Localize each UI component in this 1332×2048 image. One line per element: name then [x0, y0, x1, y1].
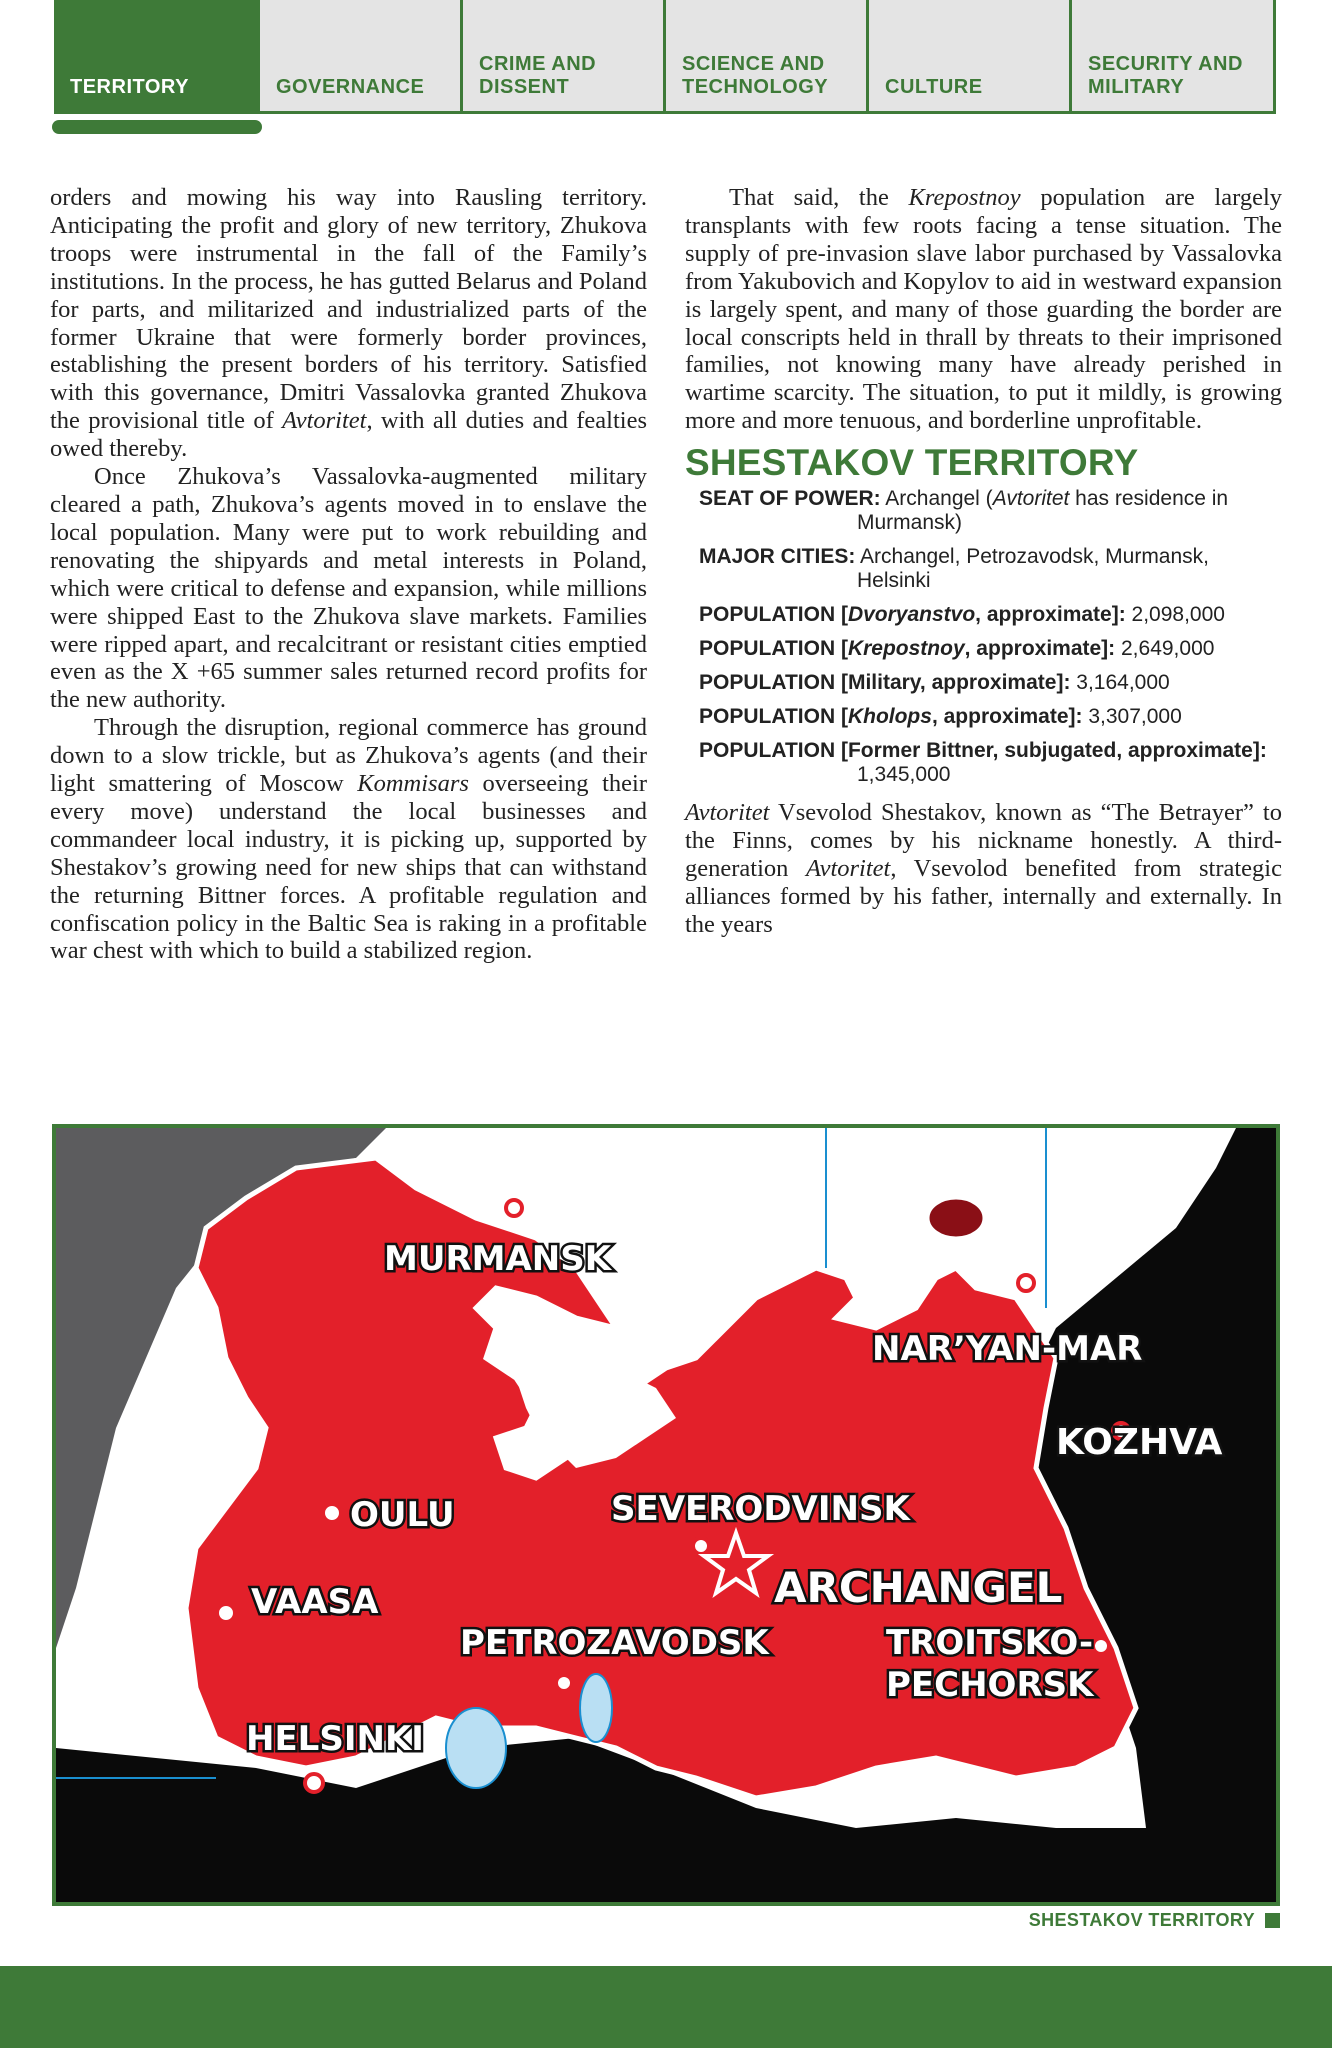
label-helsinki: HELSINKI [246, 1719, 424, 1759]
map-caption [1029, 1910, 1280, 1931]
label-murmansk: MURMANSK [384, 1239, 612, 1279]
section-heading: SHESTAKOV TERRITORY [685, 442, 1139, 484]
lake-ladoga [446, 1708, 506, 1788]
tab-governance[interactable]: GOVERNANCE [260, 0, 463, 114]
label-troitsko: TROITSKO- [886, 1623, 1094, 1663]
city-dot-vaasa [217, 1604, 235, 1622]
label-petrozavodsk: PETROZAVODSK [460, 1623, 769, 1663]
right-column [685, 184, 1282, 939]
stat-population-dvoryanstvo: POPULATION [Dvoryanstvo, approximate]: 2,098,000 [699, 603, 1225, 627]
lake-onega [580, 1674, 612, 1742]
paragraph: That said, the Krepostnoy population are largely transplants with few roots facing a tense situation. The supply of pre-invasion slave labor purchased by Vassalovka from Yakubovich and Kopylov to aid in westward expansion is largely spent, and many of those guarding the border are local conscripts held in thrall by threats to their imprisoned families, not knowing many have already perished in wartime scarcity. The situation, to put it mildly, is growing more and more tenuous, and borderline unprofitable. [685, 184, 1283, 435]
tab-crime-and-dissent[interactable]: CRIME AND DISSENT [463, 0, 666, 114]
paragraph: Once Zhukova’s Vassalovka-augmented military cleared a path, Zhukova’s agents moved in to enslave the local population. Many were put to work rebuilding and renovating the shipyards and metal interests in Poland, which were critical to defense and expansion, while millions were shipped East to the Zhukova slave markets. Families were ripped apart, and recalcitrant or resistant cities emptied even as the X +65 summer sales returned record profits for the new authority. [50, 463, 647, 714]
map-svg [56, 1128, 1276, 1902]
label-pechorsk: PECHORSK [886, 1665, 1094, 1705]
territory-stats [699, 487, 1282, 787]
caption-text: SHESTAKOV TERRITORY [1028, 1910, 1255, 1930]
stat-seat-of-power: SEAT OF POWER: Archangel (Avtoritet has residence in Murmansk) [699, 487, 1229, 535]
city-dot-murmansk [506, 1200, 522, 1216]
tab-science-and-technology[interactable]: SCIENCE AND TECHNOLOGY [666, 0, 869, 114]
paragraph: Through the disruption, regional commerce has ground down to a slow trickle, but as Zhukova’s agents (and their light smattering of Moscow Kommisars overseeing their every move) understand the local businesses and commandeer local industry, it is picking up, supported by Shestakov’s growing need for new ships that can withstand the returning Bittner forces. A profitable regulation and confiscation policy in the Baltic Sea is raking in a profitable war chest with which to build a stabilized region. [50, 714, 647, 965]
island [928, 1198, 984, 1238]
label-oulu: OULU [350, 1495, 455, 1535]
caption-square-icon [1265, 1913, 1280, 1928]
page-footer-bar [0, 1966, 1332, 2048]
tab-culture[interactable]: CULTURE [869, 0, 1072, 114]
city-dot-oulu [323, 1504, 341, 1522]
tab-security-and-military[interactable]: SECURITY AND MILITARY [1072, 0, 1276, 114]
territory-map [52, 1124, 1280, 1906]
label-vaasa: VAASA [251, 1582, 379, 1622]
tab-territory[interactable]: TERRITORY [54, 0, 260, 114]
section-tabs [54, 0, 1276, 114]
stat-population-kholops: POPULATION [Kholops, approximate]: 3,307,000 [699, 705, 1182, 729]
label-archangel: ARCHANGEL [774, 1563, 1063, 1612]
label-severodvinsk: SEVERODVINSK [611, 1489, 910, 1529]
city-dot-petrozavodsk [556, 1675, 572, 1691]
stat-population-military: POPULATION [Military, approximate]: 3,164,000 [699, 671, 1170, 695]
stat-major-cities: MAJOR CITIES: Archangel, Petrozavodsk, Murmansk, Helsinki [699, 545, 1210, 593]
city-dot-helsinki [305, 1774, 323, 1792]
city-dot-severodvinsk [693, 1538, 709, 1554]
stat-population-former-bittner: POPULATION [Former Bittner, subjugated, approximate]: 1,345,000 [699, 739, 1267, 787]
city-dot-troitsko-pechorsk [1093, 1638, 1109, 1654]
active-tab-indicator [52, 120, 262, 134]
paragraph: Avtoritet Vsevolod Shestakov, known as “The Betrayer” to the Finns, comes by his nickname honestly. A third-generation Avtoritet, Vsevolod benefited from strategic alliances formed by his father, internally and externally. In the years [685, 799, 1282, 938]
label-kozhva: KOZHVA [1056, 1422, 1223, 1463]
paragraph: orders and mowing his way into Rausling territory. Anticipating the profit and glory of new territory, Zhukova troops were instrumental in the fall of the Family’s institutions. In the process, he has gutted Belarus and Poland for parts, and militarized and industrialized parts of the former Ukraine that were formerly border provinces, establishing the present borders of his territory. Satisfied with this governance, Dmitri Vassalovka granted Zhukova the provisional title of Avtoritet, with all duties and fealties owed thereby. [50, 184, 647, 463]
city-dot-naryan-mar [1018, 1275, 1034, 1291]
left-column [50, 184, 647, 965]
label-naryan-mar: NAR’YAN-MAR [872, 1329, 1143, 1369]
stat-population-krepostnoy: POPULATION [Krepostnoy, approximate]: 2,649,000 [699, 637, 1215, 661]
